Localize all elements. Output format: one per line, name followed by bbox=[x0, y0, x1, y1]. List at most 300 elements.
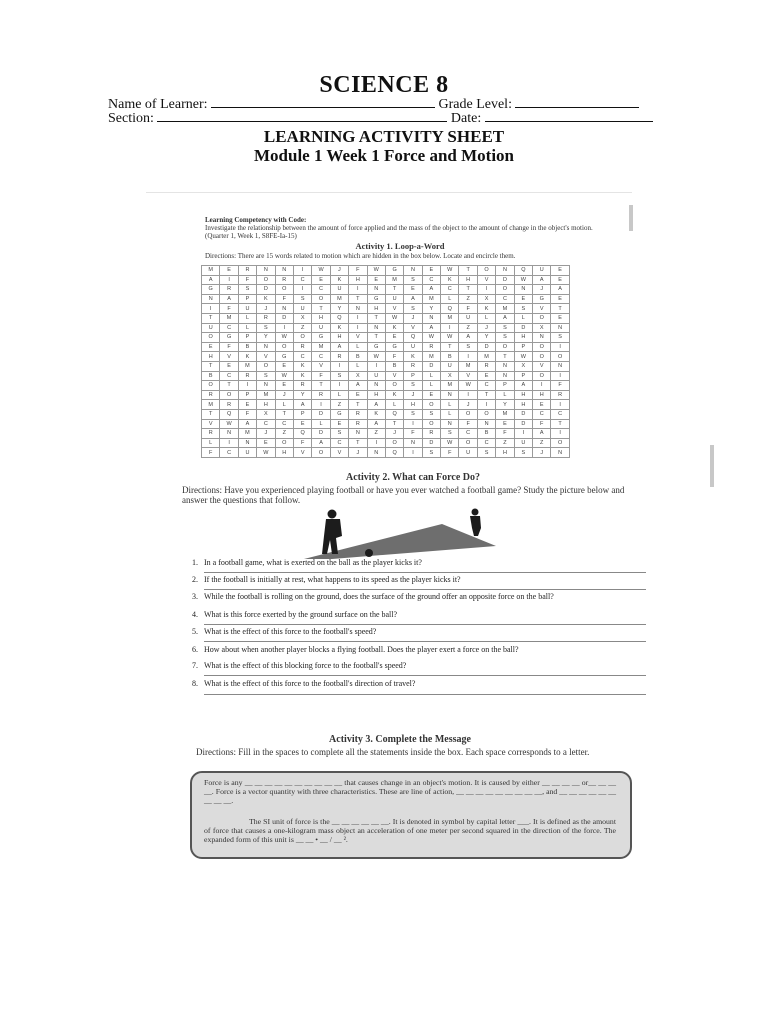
grid-letter[interactable]: B bbox=[477, 429, 495, 439]
grid-letter[interactable]: Y bbox=[293, 390, 311, 400]
grid-letter[interactable]: O bbox=[551, 438, 569, 448]
grid-letter[interactable]: J bbox=[330, 266, 348, 276]
grid-letter[interactable]: T bbox=[349, 294, 367, 304]
grid-letter[interactable]: Q bbox=[514, 266, 532, 276]
grid-letter[interactable]: D bbox=[275, 313, 293, 323]
grid-letter[interactable]: C bbox=[496, 294, 514, 304]
grid-letter[interactable]: E bbox=[404, 285, 422, 295]
grid-letter[interactable]: M bbox=[257, 390, 275, 400]
grid-letter[interactable]: S bbox=[404, 304, 422, 314]
grid-letter[interactable]: Z bbox=[330, 400, 348, 410]
grid-letter[interactable]: O bbox=[275, 285, 293, 295]
grid-letter[interactable]: T bbox=[202, 313, 220, 323]
grid-letter[interactable]: E bbox=[514, 294, 532, 304]
grid-letter[interactable]: U bbox=[202, 323, 220, 333]
grid-letter[interactable]: K bbox=[367, 409, 385, 419]
grid-letter[interactable]: J bbox=[275, 390, 293, 400]
grid-letter[interactable]: W bbox=[367, 352, 385, 362]
grid-letter[interactable]: U bbox=[238, 448, 256, 458]
grid-letter[interactable]: I bbox=[367, 438, 385, 448]
grid-letter[interactable]: H bbox=[459, 275, 477, 285]
grid-letter[interactable]: R bbox=[202, 390, 220, 400]
grid-letter[interactable]: Y bbox=[257, 333, 275, 343]
grid-letter[interactable]: R bbox=[238, 371, 256, 381]
grid-letter[interactable]: S bbox=[551, 333, 569, 343]
grid-letter[interactable]: C bbox=[477, 381, 495, 391]
grid-letter[interactable]: E bbox=[422, 390, 440, 400]
grid-letter[interactable]: L bbox=[349, 361, 367, 371]
grid-letter[interactable]: H bbox=[312, 313, 330, 323]
grid-letter[interactable]: K bbox=[293, 371, 311, 381]
grid-letter[interactable]: R bbox=[330, 352, 348, 362]
grid-letter[interactable]: H bbox=[275, 448, 293, 458]
grid-letter[interactable]: H bbox=[367, 390, 385, 400]
grid-letter[interactable]: L bbox=[422, 381, 440, 391]
grid-letter[interactable]: R bbox=[238, 266, 256, 276]
grid-letter[interactable]: I bbox=[533, 381, 551, 391]
grid-letter[interactable]: E bbox=[551, 266, 569, 276]
grid-letter[interactable]: D bbox=[257, 285, 275, 295]
grid-letter[interactable]: N bbox=[202, 294, 220, 304]
grid-letter[interactable]: L bbox=[275, 400, 293, 410]
grid-letter[interactable]: Z bbox=[459, 323, 477, 333]
grid-letter[interactable]: C bbox=[533, 409, 551, 419]
grid-letter[interactable]: R bbox=[551, 390, 569, 400]
grid-letter[interactable]: W bbox=[367, 266, 385, 276]
grid-letter[interactable]: I bbox=[349, 313, 367, 323]
grid-letter[interactable]: Y bbox=[422, 304, 440, 314]
grid-letter[interactable]: J bbox=[477, 323, 495, 333]
grid-letter[interactable]: W bbox=[385, 313, 403, 323]
grid-letter[interactable]: O bbox=[385, 381, 403, 391]
grid-letter[interactable]: R bbox=[477, 361, 495, 371]
grid-letter[interactable]: S bbox=[404, 275, 422, 285]
grid-letter[interactable]: E bbox=[551, 275, 569, 285]
grid-letter[interactable]: I bbox=[477, 400, 495, 410]
grid-letter[interactable]: N bbox=[367, 323, 385, 333]
grid-letter[interactable]: E bbox=[551, 313, 569, 323]
grid-letter[interactable]: O bbox=[422, 400, 440, 410]
grid-letter[interactable]: Q bbox=[220, 409, 238, 419]
grid-letter[interactable]: V bbox=[385, 304, 403, 314]
grid-letter[interactable]: O bbox=[459, 409, 477, 419]
grid-letter[interactable]: Z bbox=[496, 438, 514, 448]
grid-letter[interactable]: A bbox=[551, 285, 569, 295]
grid-letter[interactable]: O bbox=[459, 438, 477, 448]
grid-letter[interactable]: T bbox=[367, 333, 385, 343]
grid-letter[interactable]: U bbox=[238, 304, 256, 314]
grid-letter[interactable]: C bbox=[330, 438, 348, 448]
grid-letter[interactable]: N bbox=[349, 429, 367, 439]
grid-letter[interactable]: I bbox=[202, 304, 220, 314]
grid-letter[interactable]: M bbox=[422, 352, 440, 362]
grid-letter[interactable]: N bbox=[275, 266, 293, 276]
answer-line[interactable] bbox=[204, 641, 646, 642]
grid-letter[interactable]: R bbox=[422, 429, 440, 439]
grid-letter[interactable]: G bbox=[312, 333, 330, 343]
grid-letter[interactable]: R bbox=[257, 313, 275, 323]
grid-letter[interactable]: C bbox=[220, 323, 238, 333]
answer-line[interactable] bbox=[204, 572, 646, 573]
page-scrollbar[interactable] bbox=[710, 445, 714, 487]
grid-letter[interactable]: S bbox=[496, 333, 514, 343]
grid-letter[interactable]: R bbox=[349, 409, 367, 419]
grid-letter[interactable]: V bbox=[312, 361, 330, 371]
grid-letter[interactable]: H bbox=[330, 333, 348, 343]
grid-letter[interactable]: O bbox=[293, 333, 311, 343]
grid-letter[interactable]: N bbox=[514, 285, 532, 295]
grid-letter[interactable]: F bbox=[202, 448, 220, 458]
grid-letter[interactable]: N bbox=[275, 304, 293, 314]
grid-letter[interactable]: A bbox=[459, 333, 477, 343]
grid-letter[interactable]: T bbox=[385, 419, 403, 429]
grid-letter[interactable]: N bbox=[257, 381, 275, 391]
grid-letter[interactable]: M bbox=[459, 361, 477, 371]
grid-letter[interactable]: L bbox=[238, 323, 256, 333]
grid-letter[interactable]: V bbox=[349, 333, 367, 343]
grid-letter[interactable]: Q bbox=[293, 429, 311, 439]
grid-letter[interactable]: G bbox=[220, 333, 238, 343]
grid-letter[interactable]: C bbox=[312, 352, 330, 362]
grid-letter[interactable]: P bbox=[238, 294, 256, 304]
grid-letter[interactable]: S bbox=[257, 323, 275, 333]
grid-letter[interactable]: U bbox=[404, 342, 422, 352]
grid-letter[interactable]: A bbox=[422, 323, 440, 333]
grid-letter[interactable]: E bbox=[275, 361, 293, 371]
grid-letter[interactable]: N bbox=[367, 285, 385, 295]
grid-letter[interactable]: A bbox=[514, 381, 532, 391]
grid-letter[interactable]: H bbox=[367, 304, 385, 314]
grid-letter[interactable]: F bbox=[220, 342, 238, 352]
grid-letter[interactable]: S bbox=[477, 448, 495, 458]
grid-letter[interactable]: J bbox=[385, 429, 403, 439]
grid-letter[interactable]: V bbox=[220, 352, 238, 362]
grid-letter[interactable]: L bbox=[385, 400, 403, 410]
answer-line[interactable] bbox=[204, 624, 646, 625]
grid-letter[interactable]: N bbox=[551, 448, 569, 458]
grid-letter[interactable]: O bbox=[220, 390, 238, 400]
grid-letter[interactable]: T bbox=[459, 285, 477, 295]
grid-letter[interactable]: E bbox=[477, 371, 495, 381]
grid-letter[interactable]: F bbox=[385, 352, 403, 362]
grid-letter[interactable]: V bbox=[293, 448, 311, 458]
grid-letter[interactable]: R bbox=[312, 390, 330, 400]
grid-letter[interactable]: P bbox=[293, 409, 311, 419]
grid-letter[interactable]: N bbox=[551, 361, 569, 371]
grid-letter[interactable]: F bbox=[404, 429, 422, 439]
grid-letter[interactable]: I bbox=[551, 371, 569, 381]
grid-letter[interactable]: U bbox=[330, 285, 348, 295]
grid-letter[interactable]: O bbox=[257, 275, 275, 285]
grid-letter[interactable]: M bbox=[385, 275, 403, 285]
grid-letter[interactable]: T bbox=[275, 409, 293, 419]
grid-letter[interactable]: C bbox=[293, 275, 311, 285]
grid-letter[interactable]: N bbox=[496, 266, 514, 276]
grid-letter[interactable]: G bbox=[385, 342, 403, 352]
answer-line[interactable] bbox=[204, 675, 646, 676]
grid-letter[interactable]: I bbox=[220, 438, 238, 448]
grid-letter[interactable]: K bbox=[441, 275, 459, 285]
grid-letter[interactable]: Z bbox=[459, 294, 477, 304]
grid-letter[interactable]: O bbox=[533, 352, 551, 362]
grid-letter[interactable]: B bbox=[385, 361, 403, 371]
grid-letter[interactable]: C bbox=[459, 429, 477, 439]
grid-letter[interactable]: V bbox=[533, 361, 551, 371]
grid-letter[interactable]: O bbox=[202, 333, 220, 343]
grid-letter[interactable]: O bbox=[312, 448, 330, 458]
grid-letter[interactable]: F bbox=[496, 429, 514, 439]
grid-letter[interactable]: M bbox=[202, 266, 220, 276]
grid-letter[interactable]: X bbox=[477, 294, 495, 304]
grid-letter[interactable]: O bbox=[275, 342, 293, 352]
grid-letter[interactable]: H bbox=[404, 400, 422, 410]
grid-letter[interactable]: I bbox=[330, 361, 348, 371]
grid-letter[interactable]: D bbox=[422, 361, 440, 371]
grid-letter[interactable]: G bbox=[533, 294, 551, 304]
grid-letter[interactable]: D bbox=[514, 409, 532, 419]
grid-letter[interactable]: X bbox=[293, 313, 311, 323]
grid-letter[interactable]: W bbox=[441, 438, 459, 448]
grid-letter[interactable]: L bbox=[441, 409, 459, 419]
grid-letter[interactable]: C bbox=[220, 371, 238, 381]
grid-letter[interactable]: I bbox=[293, 266, 311, 276]
grid-letter[interactable]: L bbox=[422, 371, 440, 381]
grid-letter[interactable]: W bbox=[422, 333, 440, 343]
grid-letter[interactable]: C bbox=[422, 275, 440, 285]
grid-letter[interactable]: T bbox=[551, 304, 569, 314]
grid-letter[interactable]: E bbox=[367, 275, 385, 285]
grid-letter[interactable]: A bbox=[367, 419, 385, 429]
grid-letter[interactable]: V bbox=[459, 371, 477, 381]
grid-letter[interactable]: V bbox=[533, 304, 551, 314]
grid-letter[interactable]: J bbox=[257, 304, 275, 314]
grid-letter[interactable]: O bbox=[477, 266, 495, 276]
answer-line[interactable] bbox=[204, 589, 646, 590]
grid-letter[interactable]: O bbox=[533, 371, 551, 381]
grid-letter[interactable]: J bbox=[533, 448, 551, 458]
grid-letter[interactable]: V bbox=[385, 371, 403, 381]
grid-letter[interactable]: G bbox=[367, 342, 385, 352]
grid-letter[interactable]: M bbox=[477, 352, 495, 362]
grid-letter[interactable]: P bbox=[404, 371, 422, 381]
grid-letter[interactable]: S bbox=[514, 448, 532, 458]
grid-letter[interactable]: M bbox=[441, 313, 459, 323]
grid-letter[interactable]: V bbox=[257, 352, 275, 362]
grid-letter[interactable]: H bbox=[533, 390, 551, 400]
grid-letter[interactable]: R bbox=[293, 342, 311, 352]
grid-letter[interactable]: T bbox=[202, 409, 220, 419]
grid-letter[interactable]: S bbox=[238, 285, 256, 295]
grid-letter[interactable]: O bbox=[202, 381, 220, 391]
grid-letter[interactable]: T bbox=[385, 285, 403, 295]
grid-letter[interactable]: H bbox=[514, 400, 532, 410]
grid-letter[interactable]: A bbox=[533, 429, 551, 439]
grid-letter[interactable]: T bbox=[459, 266, 477, 276]
grid-letter[interactable]: I bbox=[238, 381, 256, 391]
grid-letter[interactable]: N bbox=[367, 448, 385, 458]
grid-letter[interactable]: W bbox=[257, 448, 275, 458]
grid-letter[interactable]: W bbox=[441, 266, 459, 276]
grid-letter[interactable]: I bbox=[312, 400, 330, 410]
grid-letter[interactable]: E bbox=[220, 361, 238, 371]
grid-letter[interactable]: U bbox=[367, 371, 385, 381]
grid-letter[interactable]: S bbox=[459, 342, 477, 352]
grid-letter[interactable]: C bbox=[275, 419, 293, 429]
grid-letter[interactable]: L bbox=[330, 390, 348, 400]
grid-letter[interactable]: T bbox=[496, 352, 514, 362]
grid-letter[interactable]: J bbox=[404, 390, 422, 400]
grid-letter[interactable]: K bbox=[238, 352, 256, 362]
grid-letter[interactable]: X bbox=[349, 371, 367, 381]
grid-letter[interactable]: K bbox=[293, 361, 311, 371]
grid-letter[interactable]: C bbox=[477, 438, 495, 448]
grid-letter[interactable]: T bbox=[349, 438, 367, 448]
grid-letter[interactable]: U bbox=[533, 266, 551, 276]
grid-letter[interactable]: C bbox=[220, 448, 238, 458]
grid-letter[interactable]: S bbox=[330, 371, 348, 381]
answer-line[interactable] bbox=[204, 694, 646, 695]
grid-letter[interactable]: J bbox=[257, 429, 275, 439]
grid-letter[interactable]: F bbox=[551, 381, 569, 391]
grid-letter[interactable]: H bbox=[202, 352, 220, 362]
grid-letter[interactable]: M bbox=[496, 409, 514, 419]
grid-letter[interactable]: L bbox=[312, 419, 330, 429]
grid-letter[interactable]: K bbox=[385, 323, 403, 333]
grid-letter[interactable]: H bbox=[349, 275, 367, 285]
grid-letter[interactable]: C bbox=[551, 409, 569, 419]
grid-letter[interactable]: X bbox=[441, 371, 459, 381]
grid-letter[interactable]: S bbox=[404, 381, 422, 391]
grid-letter[interactable]: S bbox=[496, 323, 514, 333]
grid-letter[interactable]: P bbox=[514, 371, 532, 381]
grid-letter[interactable]: K bbox=[385, 390, 403, 400]
section-field[interactable] bbox=[157, 121, 447, 122]
grid-letter[interactable]: N bbox=[496, 361, 514, 371]
grid-letter[interactable]: A bbox=[367, 400, 385, 410]
grid-letter[interactable]: F bbox=[349, 266, 367, 276]
grid-letter[interactable]: T bbox=[441, 342, 459, 352]
grid-letter[interactable]: Q bbox=[404, 333, 422, 343]
grid-letter[interactable]: I bbox=[349, 323, 367, 333]
grid-letter[interactable]: Z bbox=[367, 429, 385, 439]
grid-letter[interactable]: M bbox=[330, 294, 348, 304]
grid-letter[interactable]: V bbox=[202, 419, 220, 429]
grid-letter[interactable]: T bbox=[312, 381, 330, 391]
grid-letter[interactable]: J bbox=[349, 448, 367, 458]
grid-letter[interactable]: D bbox=[514, 323, 532, 333]
grid-letter[interactable]: L bbox=[496, 390, 514, 400]
grid-letter[interactable]: S bbox=[330, 429, 348, 439]
grid-letter[interactable]: K bbox=[330, 323, 348, 333]
grid-letter[interactable]: O bbox=[496, 342, 514, 352]
grid-letter[interactable]: S bbox=[441, 429, 459, 439]
grid-letter[interactable]: I bbox=[551, 429, 569, 439]
grid-letter[interactable]: C bbox=[257, 419, 275, 429]
grid-letter[interactable]: W bbox=[441, 333, 459, 343]
grid-letter[interactable]: I bbox=[459, 390, 477, 400]
grid-letter[interactable]: K bbox=[257, 294, 275, 304]
grid-letter[interactable]: A bbox=[312, 438, 330, 448]
grid-letter[interactable]: I bbox=[349, 285, 367, 295]
grid-letter[interactable]: E bbox=[422, 266, 440, 276]
grid-letter[interactable]: F bbox=[238, 275, 256, 285]
grid-letter[interactable]: I bbox=[477, 285, 495, 295]
grid-letter[interactable]: B bbox=[238, 342, 256, 352]
grid-letter[interactable]: Z bbox=[293, 323, 311, 333]
grid-letter[interactable]: D bbox=[312, 429, 330, 439]
grid-letter[interactable]: F bbox=[293, 438, 311, 448]
grid-letter[interactable]: M bbox=[496, 304, 514, 314]
date-field[interactable] bbox=[485, 121, 653, 122]
grid-letter[interactable]: D bbox=[477, 342, 495, 352]
grid-letter[interactable]: R bbox=[275, 275, 293, 285]
grid-letter[interactable]: F bbox=[220, 304, 238, 314]
grid-letter[interactable]: N bbox=[257, 342, 275, 352]
grid-letter[interactable]: Z bbox=[533, 438, 551, 448]
grid-letter[interactable]: L bbox=[477, 313, 495, 323]
grid-letter[interactable]: E bbox=[385, 333, 403, 343]
grid-letter[interactable]: L bbox=[514, 313, 532, 323]
grid-letter[interactable]: V bbox=[404, 323, 422, 333]
grid-letter[interactable]: M bbox=[202, 400, 220, 410]
grid-letter[interactable]: A bbox=[422, 285, 440, 295]
grid-letter[interactable]: R bbox=[202, 429, 220, 439]
grid-letter[interactable]: I bbox=[367, 361, 385, 371]
grid-letter[interactable]: M bbox=[238, 361, 256, 371]
grid-letter[interactable]: E bbox=[349, 390, 367, 400]
grid-letter[interactable]: L bbox=[349, 342, 367, 352]
grid-letter[interactable]: G bbox=[367, 294, 385, 304]
grid-letter[interactable]: H bbox=[514, 390, 532, 400]
grid-letter[interactable]: I bbox=[404, 419, 422, 429]
grid-letter[interactable]: X bbox=[514, 361, 532, 371]
grid-letter[interactable]: R bbox=[422, 342, 440, 352]
grid-letter[interactable]: Q bbox=[385, 448, 403, 458]
grid-letter[interactable]: W bbox=[459, 381, 477, 391]
grid-letter[interactable]: W bbox=[514, 352, 532, 362]
grid-letter[interactable]: R bbox=[220, 285, 238, 295]
grid-letter[interactable]: D bbox=[514, 419, 532, 429]
grid-letter[interactable]: S bbox=[422, 448, 440, 458]
grid-letter[interactable]: N bbox=[404, 438, 422, 448]
grid-letter[interactable]: Y bbox=[477, 333, 495, 343]
grid-letter[interactable]: F bbox=[312, 371, 330, 381]
grid-letter[interactable]: I bbox=[551, 400, 569, 410]
grid-letter[interactable]: A bbox=[349, 381, 367, 391]
grid-letter[interactable]: O bbox=[496, 285, 514, 295]
grid-letter[interactable]: I bbox=[514, 429, 532, 439]
grid-letter[interactable]: G bbox=[385, 266, 403, 276]
panel-scrollbar-1[interactable] bbox=[629, 205, 633, 231]
grid-letter[interactable]: B bbox=[441, 352, 459, 362]
grid-letter[interactable]: E bbox=[312, 275, 330, 285]
grid-letter[interactable]: M bbox=[441, 381, 459, 391]
grid-letter[interactable]: F bbox=[459, 419, 477, 429]
grid-letter[interactable]: U bbox=[459, 313, 477, 323]
grid-letter[interactable]: U bbox=[293, 304, 311, 314]
grid-letter[interactable]: I bbox=[330, 381, 348, 391]
grid-letter[interactable]: H bbox=[514, 333, 532, 343]
grid-letter[interactable]: S bbox=[514, 304, 532, 314]
grid-letter[interactable]: M bbox=[220, 313, 238, 323]
grid-letter[interactable]: N bbox=[238, 438, 256, 448]
grid-letter[interactable]: A bbox=[533, 275, 551, 285]
grid-letter[interactable]: A bbox=[330, 342, 348, 352]
grid-letter[interactable]: P bbox=[496, 381, 514, 391]
grid-letter[interactable]: M bbox=[238, 429, 256, 439]
grid-letter[interactable]: D bbox=[312, 409, 330, 419]
grid-letter[interactable]: H bbox=[257, 400, 275, 410]
